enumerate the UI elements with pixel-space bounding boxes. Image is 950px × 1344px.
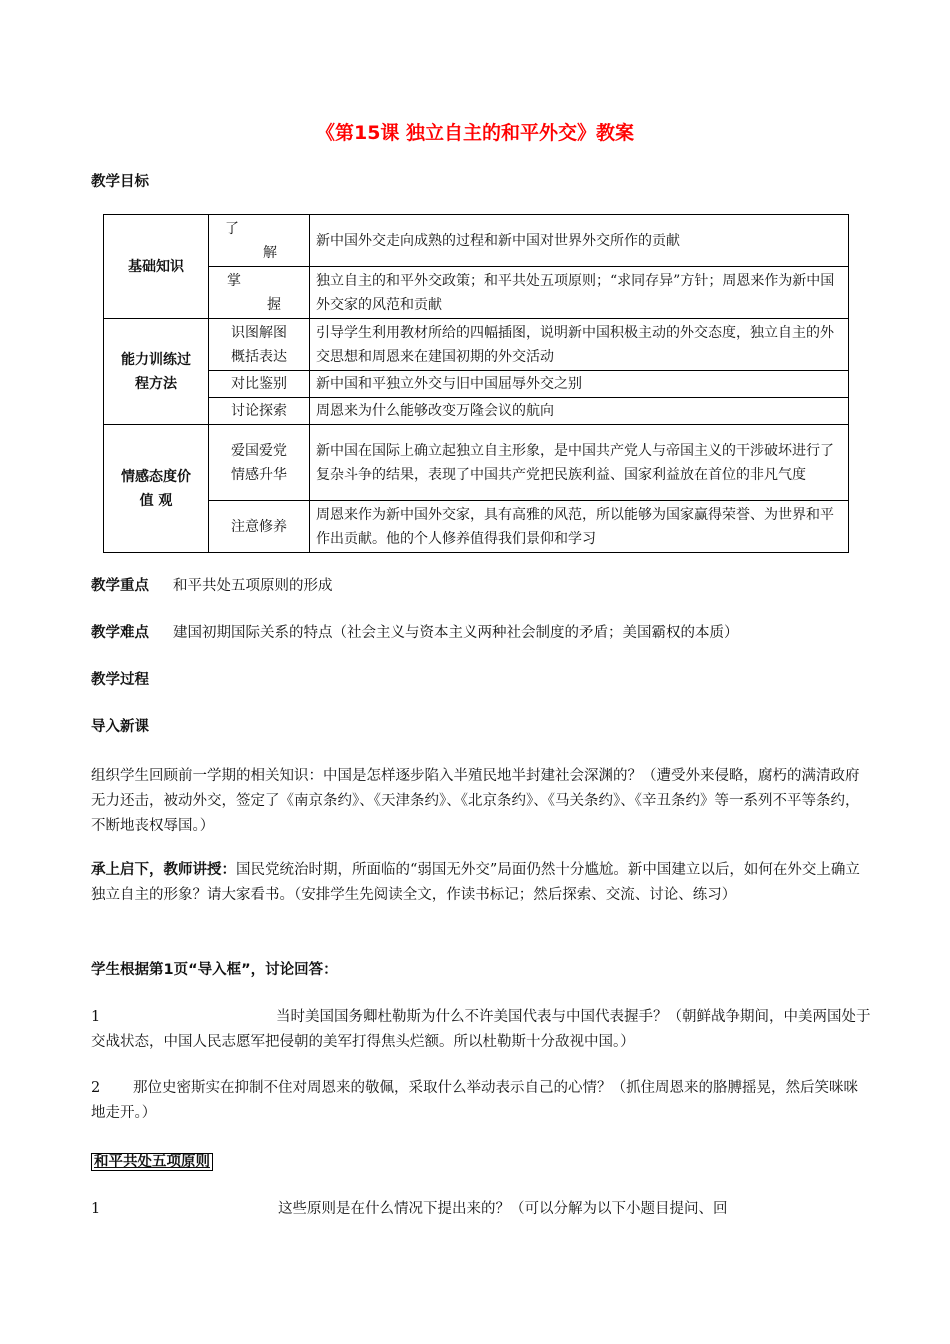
table-row [104,398,849,425]
table-row [104,371,849,398]
intro-paragraph: 组织学生回顾前一学期的相关知识：中国是怎样逐步陷入半殖民地半封建社会深渊的？（遭受外来侵略，腐朽的满清政府无力还击，被动外交，签定了《南京条约》、《天津条约》、《北京条约》、《马关条约》、《辛丑条约》等一系列不平等条约，不断地丧权辱国。） [91,768,860,834]
desc-cell: 独立自主的和平外交政策；和平共处五项原则；“求同存异”方针；周恩来作为新中国外交家的风范和贡献 [310,267,849,319]
desc-cell: 引导学生利用教材所给的四幅插图，说明新中国积极主动的外交态度，独立自主的外交思想和周恩来在建国初期的外交活动 [310,319,849,371]
sub-cell: 对比鉴别 [209,371,310,398]
sub-cell: 讨论探索 [209,398,310,425]
process-heading: 教学过程 [91,672,149,688]
table-row [104,425,849,501]
sub-cell: 了 解 [209,215,310,267]
discussion-heading: 学生根据第1页“导入框”，讨论回答： [91,962,338,978]
desc-cell: 周恩来作为新中国外交家，具有高雅的风范，所以能够为国家赢得荣誉、为世界和平作出贡献。他的个人修养值得我们景仰和学习 [310,501,849,553]
section-heading: 和平共处五项原则 [91,1150,871,1175]
sub-cell: 注意修养 [209,501,310,553]
section-question: 1 这些原则是在什么情况下提出来的？（可以分解为以下小题目提问、回 [91,1201,728,1217]
question-item: 1 当时美国国务卿杜勒斯为什么不许美国代表与中国代表握手？（朝鲜战争期间，中美两国处于交战状态，中国人民志愿军把侵朝的美军打得焦头烂额。所以杜勒斯十分敌视中国。） [91,1009,871,1050]
question-item: 2 那位史密斯实在抑制不住对周恩来的敬佩，采取什么举动表示自己的心情？（抓住周恩来的胳膊摇晃，然后笑咪咪地走开。） [91,1080,858,1121]
table-row [104,319,849,371]
category-emotion: 情感态度价值 观 [104,425,209,553]
table-row [104,267,849,319]
sub-cell: 掌 握 [209,267,310,319]
page-title: 《第15课 独立自主的和平外交》教案 [315,122,635,144]
desc-cell: 新中国和平独立外交与旧中国屈辱外交之别 [310,371,849,398]
table-row [104,501,849,553]
desc-cell: 新中国在国际上确立起独立自主形象，是中国共产党人与帝国主义的干涉破坏进行了复杂斗争的结果，表现了中国共产党把民族利益、国家利益放在首位的非凡气度 [310,425,849,501]
sub-cell: 爱国爱党 情感升华 [209,425,310,501]
table-row [104,215,849,267]
desc-cell: 新中国外交走向成熟的过程和新中国对世界外交所作的贡献 [310,215,849,267]
desc-cell: 周恩来为什么能够改变万隆会议的航向 [310,398,849,425]
transition-paragraph: 承上启下，教师讲授：国民党统治时期，所面临的“弱国无外交”局面仍然十分尴尬。新中国建立以后，如何在外交上确立独立自主的形象？请大家看书。（安排学生先阅读全文，作读书标记；然后探索、交流、讨论、练习） [91,862,860,903]
key-point: 教学重点 和平共处五项原则的形成 [91,578,333,594]
difficult-point: 教学难点 建国初期国际关系的特点（社会主义与资本主义两种社会制度的矛盾；美国霸权的本质） [91,625,739,641]
objectives-table [103,214,849,553]
intro-heading: 导入新课 [91,719,149,735]
category-ability: 能力训练过程方法 [104,319,209,425]
objectives-heading: 教学目标 [91,174,149,190]
sub-cell: 识图解图 概括表达 [209,319,310,371]
category-basic: 基础知识 [104,215,209,319]
